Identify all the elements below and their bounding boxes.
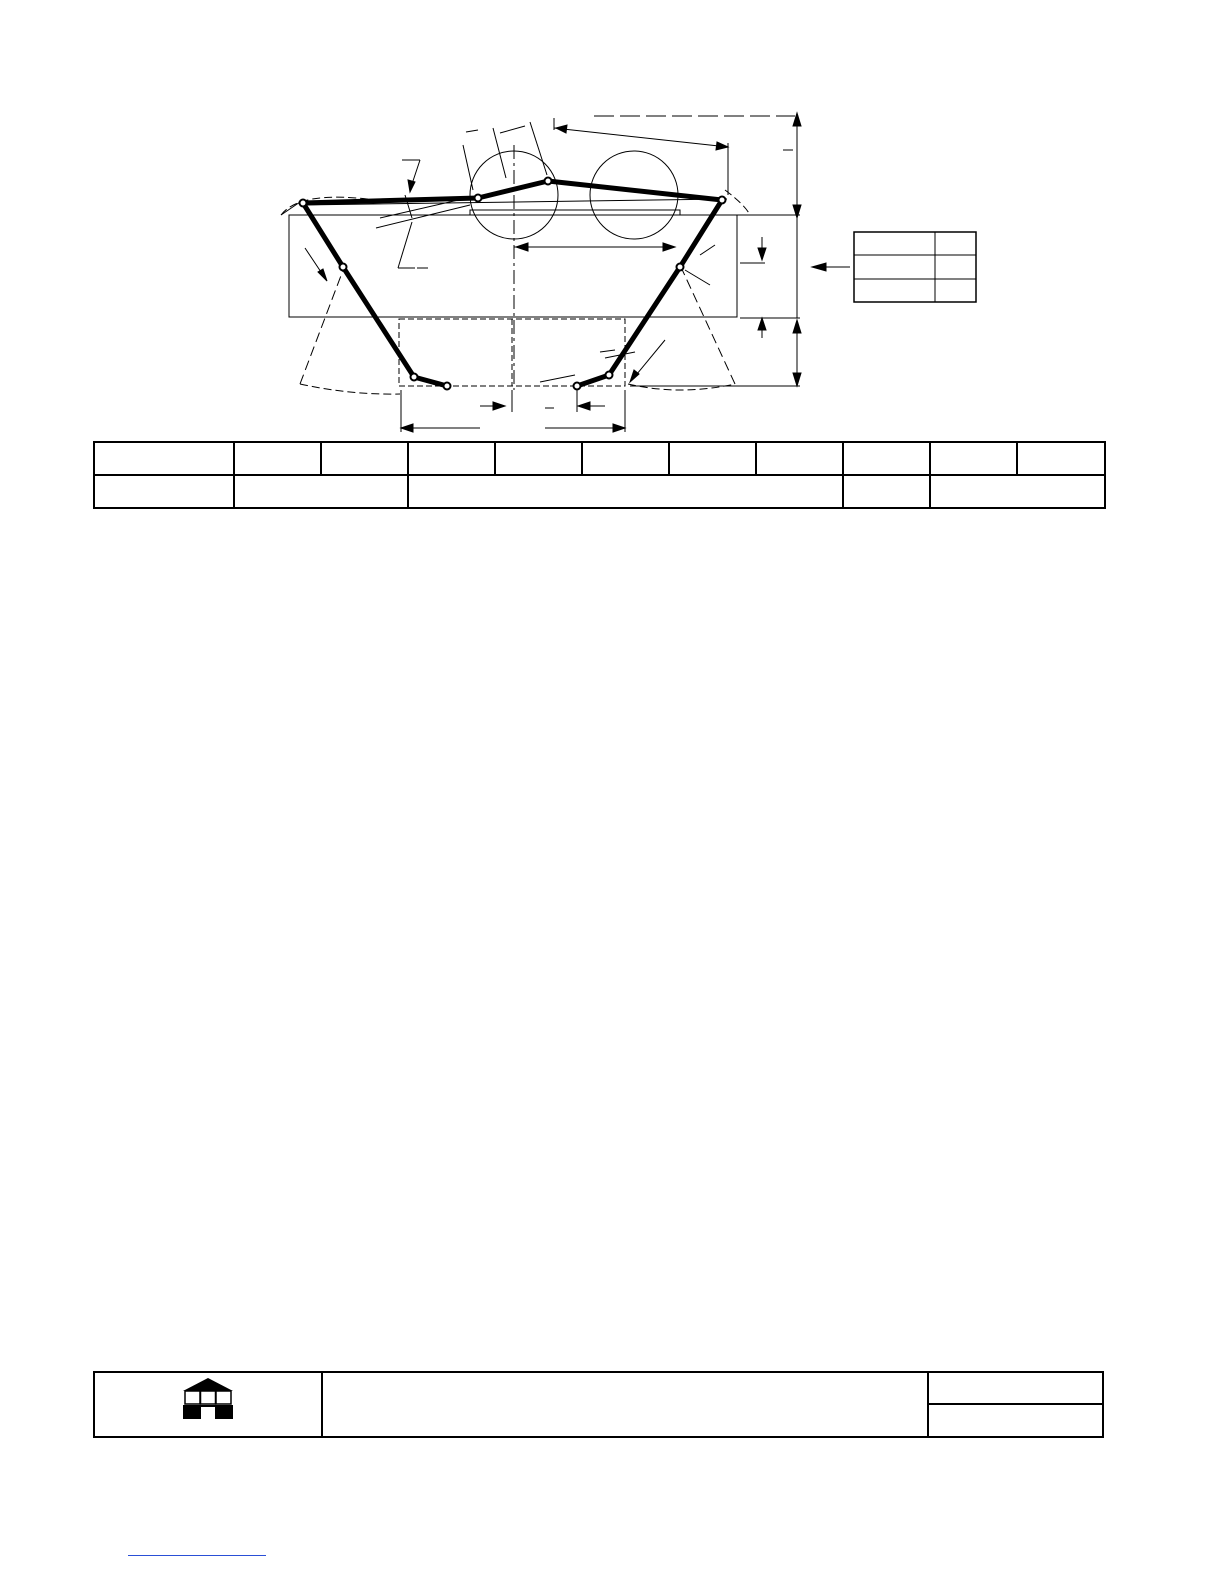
group-pivot <box>930 475 1105 508</box>
header-box <box>289 215 737 317</box>
table-group-row <box>94 475 1105 508</box>
gal-logo <box>95 1373 323 1436</box>
header-e <box>582 442 669 475</box>
header-b <box>321 442 408 475</box>
n-table <box>854 232 976 302</box>
header-g <box>756 442 843 475</box>
operator-diagram <box>0 0 1225 441</box>
header-c <box>408 442 495 475</box>
group-clutch <box>843 475 930 508</box>
header-f <box>669 442 756 475</box>
header-inches <box>94 442 234 475</box>
header-m <box>843 442 930 475</box>
header-d <box>495 442 582 475</box>
footer-link-underline <box>128 1555 266 1556</box>
group-door-arms <box>408 475 843 508</box>
group-operator-arms <box>234 475 408 508</box>
header-a <box>234 442 321 475</box>
table-header-row <box>94 442 1105 475</box>
drawing-title <box>378 1373 877 1436</box>
drawing-date <box>927 1373 1102 1405</box>
header-r <box>930 442 1017 475</box>
title-block <box>93 1371 1104 1438</box>
drawing-code <box>927 1405 1102 1436</box>
header-j <box>1017 442 1105 475</box>
operator-data-table <box>93 441 1106 509</box>
group-door-opening <box>94 475 234 508</box>
